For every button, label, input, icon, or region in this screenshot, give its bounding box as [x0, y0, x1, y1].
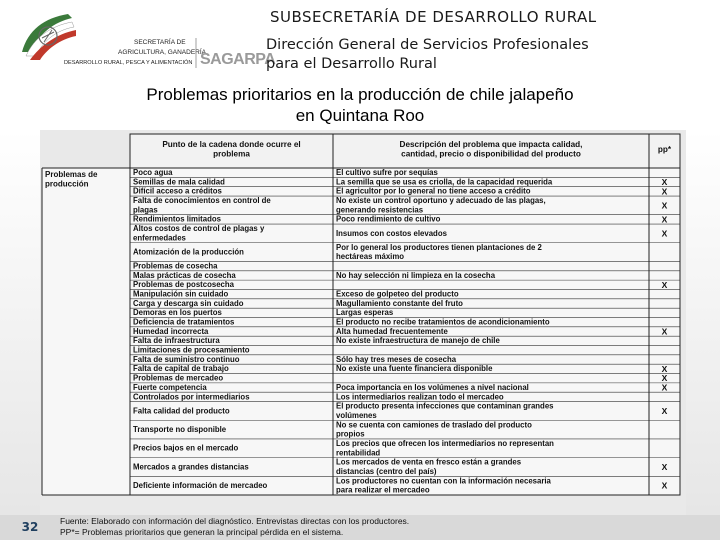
pp-mark-cell: X [661, 214, 668, 225]
description-cell: Los mercados de venta en fresco están a grandes [336, 457, 522, 467]
problem-cell: Problemas de mercadeo [133, 373, 224, 383]
description-cell: volúmenes [336, 410, 377, 420]
problem-cell: Controlados por intermediarios [133, 392, 250, 402]
source-note [60, 516, 409, 538]
pp-mark-cell: X [661, 186, 668, 197]
problem-cell: Falta calidad del producto [133, 406, 230, 416]
agency-name: SUBSECRETARÍA DE DESARROLLO RURAL [270, 8, 597, 26]
slide-title-line2: en Quintana Roo [295, 106, 425, 125]
description-cell: Los productores no cuentan con la información necesaria [336, 476, 551, 486]
pp-mark-cell: X [661, 200, 668, 211]
pp-mark-cell: X [661, 373, 668, 384]
pp-mark-cell: X [661, 382, 668, 393]
description-cell: Largas esperas [336, 308, 394, 318]
pp-mark-cell: X [661, 177, 668, 188]
problem-cell: Mercados a grandes distancias [133, 462, 249, 472]
pp-mark-cell: X [661, 326, 668, 337]
sagarpa-logo [14, 8, 276, 74]
problem-cell: Malas prácticas de cosecha [133, 270, 236, 280]
description-cell: Magullamiento constante del fruto [336, 298, 463, 308]
problem-cell: Humedad incorrecta [133, 326, 209, 336]
description-cell: Los precios que ofrecen los intermediarios no representan [336, 438, 554, 448]
description-cell: El producto presenta infecciones que contaminan grandes [336, 401, 554, 411]
problem-cell: Semillas de mala calidad [133, 177, 225, 187]
source-line1: Fuente: Elaborado con información del diagnóstico. Entrevistas directas con los productores. [60, 516, 410, 526]
problem-cell: Atomización de la producción [133, 247, 244, 257]
pp-mark-cell: X [661, 279, 668, 290]
description-cell: El agricultor por lo general no tiene acceso a crédito [336, 186, 531, 196]
problem-cell: plagas [133, 205, 158, 215]
problem-cell: Problemas de cosecha [133, 261, 218, 271]
description-cell: Exceso de golpeteo del producto [336, 289, 459, 299]
description-cell: No existe infraestructura de manejo de chile [336, 336, 500, 346]
description-cell: Alta humedad frecuentemente [336, 326, 448, 336]
problem-cell: enfermedades [133, 233, 186, 243]
description-cell: Sólo hay tres meses de cosecha [336, 354, 457, 364]
header-cell-description: Descripción del problema que impacta calidad, [399, 140, 583, 149]
problem-cell: Transporte no disponible [133, 424, 227, 434]
logo-line3: DESARROLLO RURAL, PESCA Y ALIMENTACIÓN [64, 60, 193, 66]
right-margin [686, 130, 720, 515]
problem-cell: Falta de infraestructura [133, 336, 220, 346]
header-cell-pp: pp* [657, 145, 672, 154]
problem-cell: Deficiente información de mercadeo [133, 481, 268, 491]
problem-cell: Rendimientos limitados [133, 214, 221, 224]
description-cell: Poco rendimiento de cultivo [336, 214, 441, 224]
header-cell-point: Punto de la cadena donde ocurre el [162, 140, 301, 149]
problem-cell: Deficiencia de tratamientos [133, 317, 235, 327]
problem-cell: Limitaciones de procesamiento [133, 345, 250, 355]
description-cell: generando resistencias [336, 205, 424, 215]
description-cell: La semilla que se usa es criolla, de la capacidad requerida [336, 177, 553, 187]
pp-mark-cell: X [661, 363, 668, 374]
department-line1: Dirección General de Servicios Profesionales [266, 37, 589, 53]
slide-title-line1: Problemas prioritarios en la producción de chile jalapeño [146, 85, 574, 104]
description-cell: No se cuenta con camiones de traslado del producto [336, 420, 532, 430]
description-cell: Poca importancia en los volúmenes a nivel nacional [336, 382, 529, 392]
pp-mark-cell: X [661, 228, 668, 239]
description-cell: para realizar el mercadeo [336, 485, 430, 495]
problem-cell: Demoras en los puertos [133, 308, 222, 318]
department-line2: para el Desarrollo Rural [266, 56, 437, 72]
description-cell: rentabilidad [336, 448, 381, 458]
left-margin [0, 130, 40, 515]
problem-cell: Manipulación sin cuidado [133, 289, 229, 299]
pp-mark-cell: X [661, 405, 668, 416]
problem-cell: Carga y descarga sin cuidado [133, 298, 244, 308]
slide-header [0, 0, 720, 78]
description-cell: No existe una fuente financiera disponible [336, 364, 493, 374]
description-cell: Por lo general los productores tienen plantaciones de 2 [336, 242, 542, 252]
eagle-emblem-icon [22, 14, 76, 60]
description-cell: Insumos con costos elevados [336, 228, 447, 238]
logo-brand: SAGARPA [200, 51, 276, 68]
description-cell: El producto no recibe tratamientos de acondicionamiento [336, 317, 550, 327]
category-label: producción [45, 179, 89, 189]
pp-mark-cell: X [661, 480, 668, 491]
pp-mark-cell: X [661, 461, 668, 472]
slide-title [0, 84, 720, 126]
category-label: Problemas de [45, 170, 98, 179]
description-cell: hectáreas máximo [336, 252, 405, 262]
problem-cell: Problemas de postcosecha [133, 280, 234, 290]
description-cell: El cultivo sufre por sequías [336, 168, 438, 178]
problem-cell: Precios bajos en el mercado [133, 443, 239, 453]
source-line2: PP*= Problemas prioritarios que generan la principal pérdida en el sistema. [60, 527, 344, 537]
problem-cell: Falta de suministro continuo [133, 354, 240, 364]
problem-cell: Difícil acceso a créditos [133, 186, 222, 196]
problem-cell: Falta de conocimientos en control de [133, 196, 271, 206]
description-cell: distancias (centro del país) [336, 466, 437, 476]
description-cell: No existe un control oportuno y adecuado de las plagas, [336, 196, 546, 206]
header-cell-description: cantidad, precio o disponibilidad del producto [401, 149, 581, 159]
department-name [266, 36, 706, 74]
page-number: 32 [21, 520, 39, 534]
problem-cell: Poco agua [133, 168, 173, 178]
problem-cell: Altos costos de control de plagas y [133, 224, 265, 234]
description-cell: Los intermediarios realizan todo el mercadeo [336, 392, 504, 402]
problems-table-image [40, 130, 686, 515]
problems-table [40, 130, 686, 515]
logo-line2: AGRICULTURA, GANADERÍA, [118, 49, 208, 56]
header-cell-point: problema [213, 149, 250, 159]
description-cell: No hay selección ni limpieza en la cosecha [336, 270, 496, 280]
problem-cell: Falta de capital de trabajo [133, 364, 229, 374]
logo-line1: SECRETARÍA DE [134, 39, 186, 46]
description-cell: propios [336, 429, 365, 439]
problem-cell: Fuerte competencia [133, 382, 207, 392]
